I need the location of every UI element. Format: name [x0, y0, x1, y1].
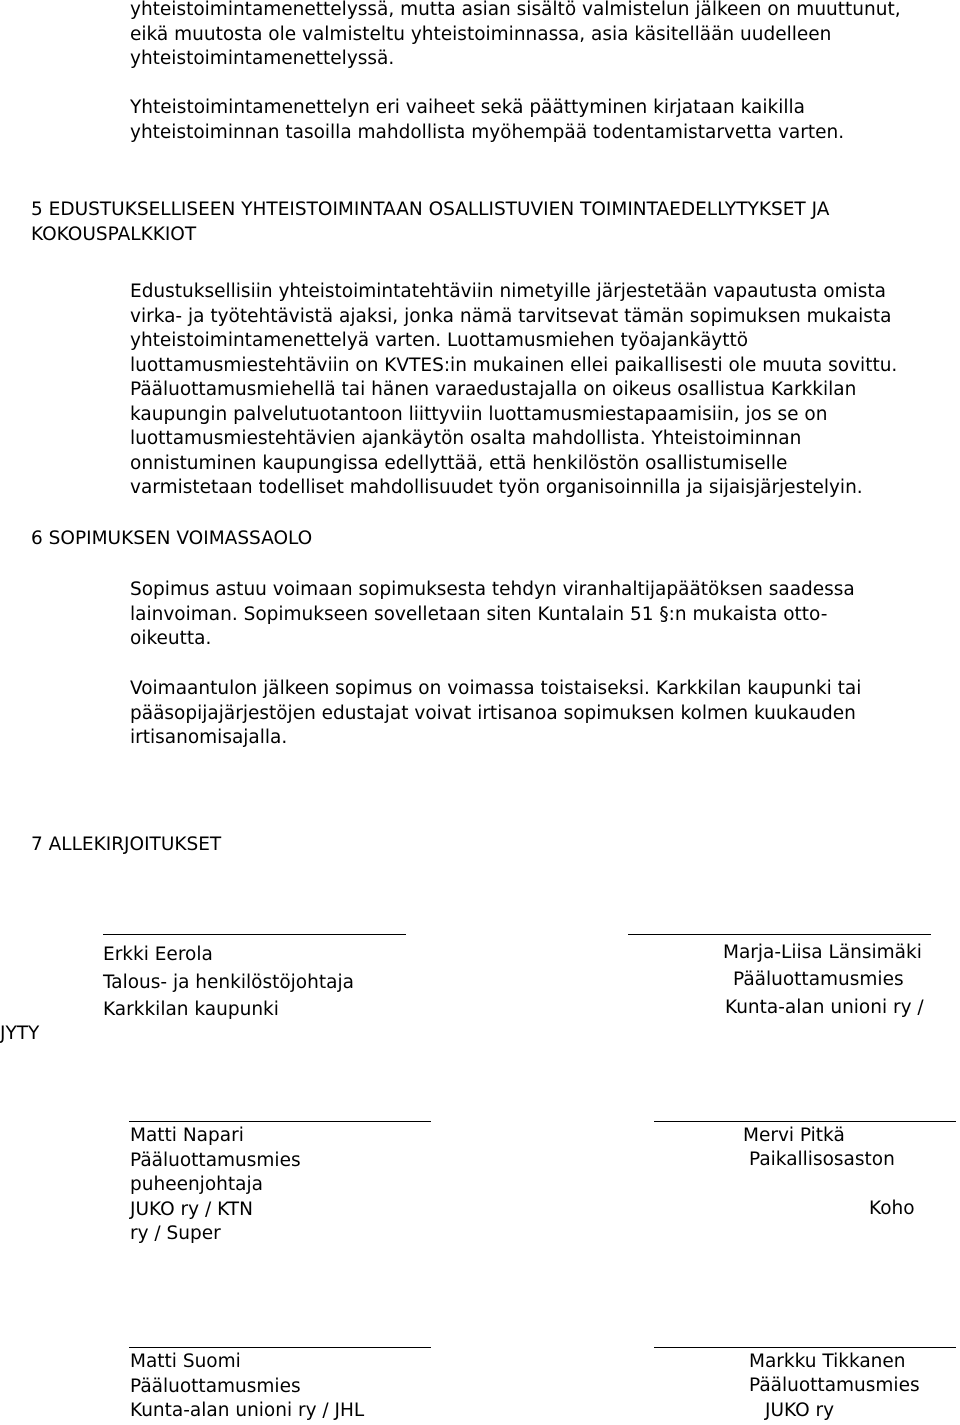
text-line: lainvoiman. Sopimukseen sovelletaan siten Kuntalain 51 §:n mukaista otto-: [130, 603, 828, 625]
text-line: Yhteistoimintamenettelyn eri vaiheet sekä päättyminen kirjataan kaikilla: [130, 97, 805, 118]
signatory-name: Matti Napari: [130, 1125, 244, 1146]
signatory-name: Erkki Eerola: [103, 944, 213, 965]
signatory-title: Paikallisosaston: [749, 1149, 895, 1170]
text-line: virka- ja työtehtävistä ajaksi, jonka nämä tarvitsevat tämän sopimuksen mukaista: [130, 305, 892, 327]
signatory-title: Pääluottamusmies: [130, 1375, 301, 1397]
signatory-organization: ry / Super: [130, 1223, 221, 1244]
heading-line: 5 EDUSTUKSELLISEEN YHTEISTOIMINTAAN OSALLISTUVIEN TOIMINTAEDELLYTYKSET JA: [31, 199, 830, 220]
text-line: luottamusmiestehtävien ajankäytön osalta mahdollista. Yhteistoiminnan: [130, 428, 802, 449]
signatory-title: Pääluottamusmies: [749, 1375, 920, 1396]
text-line: luottamusmiestehtäviin on KVTES:in mukainen ellei paikallisesti ole muuta sovittu.: [130, 354, 898, 376]
text-line: irtisanomisajalla.: [130, 727, 288, 748]
signature-line-left: [129, 1121, 431, 1122]
section-6-heading: 6 SOPIMUKSEN VOIMASSAOLO: [31, 528, 313, 549]
signatory-organization: Kunta-alan unioni ry /: [725, 997, 924, 1018]
signatory-name: Matti Suomi: [130, 1351, 241, 1372]
signature-line-left: [103, 934, 406, 935]
text-line: eikä muutosta ole valmisteltu yhteistoiminnassa, asia käsitellään uudelleen: [130, 23, 832, 45]
signature-line-left: [129, 1347, 431, 1348]
signatory-title: Talous- ja henkilöstöjohtaja: [103, 971, 354, 993]
signatory-title: Pääluottamusmies: [130, 1149, 301, 1171]
signatory-name: Marja-Liisa Länsimäki: [723, 942, 922, 963]
signatory-organization-overflow: JYTY: [0, 1023, 40, 1044]
signature-line-right: [628, 934, 931, 935]
signatory-title: puheenjohtaja: [130, 1174, 263, 1195]
text-line: onnistuminen kaupungissa edellyttää, että henkilöstön osallistumiselle: [130, 452, 788, 474]
text-line: yhteistoimintamenettelyssä, mutta asian sisältö valmistelun jälkeen on muuttunut,: [130, 0, 901, 20]
text-line: pääsopijajärjestöjen edustajat voivat irtisanoa sopimuksen kolmen kuukauden: [130, 702, 856, 724]
text-line: Pääluottamusmiehellä tai hänen varaedustajalla on oikeus osallistua Karkkilan: [130, 379, 857, 400]
signatory-title: Pääluottamusmies: [733, 969, 904, 990]
section-6-paragraph-1: [130, 578, 855, 652]
signatory-left-1: [103, 941, 354, 1024]
signatory-name: Mervi Pitkä: [743, 1125, 845, 1146]
signatory-organization: JUKO ry / KTN: [130, 1198, 253, 1220]
signatory-left-2: [130, 1124, 301, 1247]
text-line: yhteistoimintamenettelyä varten. Luottamusmiehen työajankäyttö: [130, 330, 749, 351]
section-7-heading: 7 ALLEKIRJOITUKSET: [31, 834, 222, 855]
section-6-paragraph-2: [130, 677, 861, 751]
text-line: yhteistoiminnan tasoilla mahdollista myöhempää todentamistarvetta varten.: [130, 121, 845, 143]
signatory-left-3: [130, 1350, 364, 1424]
signature-line-right: [654, 1347, 956, 1348]
text-line: Voimaantulon jälkeen sopimus on voimassa toistaiseksi. Karkkilan kaupunki tai: [130, 678, 862, 699]
intro-paragraph-2: [130, 96, 844, 145]
signatory-organization: JUKO ry: [765, 1400, 835, 1421]
intro-paragraph-1: [130, 0, 901, 72]
signature-line-right: [654, 1121, 956, 1122]
text-line: yhteistoimintamenettelyssä.: [130, 48, 395, 69]
heading-line: KOKOUSPALKKIOT: [31, 224, 197, 245]
text-line: kaupungin palvelutuotantoon liittyviin luottamusmiestapaamisiin, jos se on: [130, 403, 828, 425]
section-5-heading: [31, 197, 829, 247]
signatory-organization: Koho: [869, 1198, 915, 1219]
signatory-name: Markku Tikkanen: [749, 1351, 906, 1372]
text-line: oikeutta.: [130, 628, 212, 649]
text-line: Edustuksellisiin yhteistoimintatehtäviin nimetyille järjestetään vapautusta omista: [130, 281, 886, 302]
signatory-organization: Kunta-alan unioni ry / JHL: [130, 1400, 365, 1421]
section-5-body: [130, 280, 897, 501]
text-line: Sopimus astuu voimaan sopimuksesta tehdyn viranhaltijapäätöksen saadessa: [130, 579, 855, 600]
signatory-organization: Karkkilan kaupunki: [103, 999, 279, 1020]
text-line: varmistetaan todelliset mahdollisuudet työn organisoinnilla ja sijaisjärjestelyin.: [130, 477, 863, 498]
